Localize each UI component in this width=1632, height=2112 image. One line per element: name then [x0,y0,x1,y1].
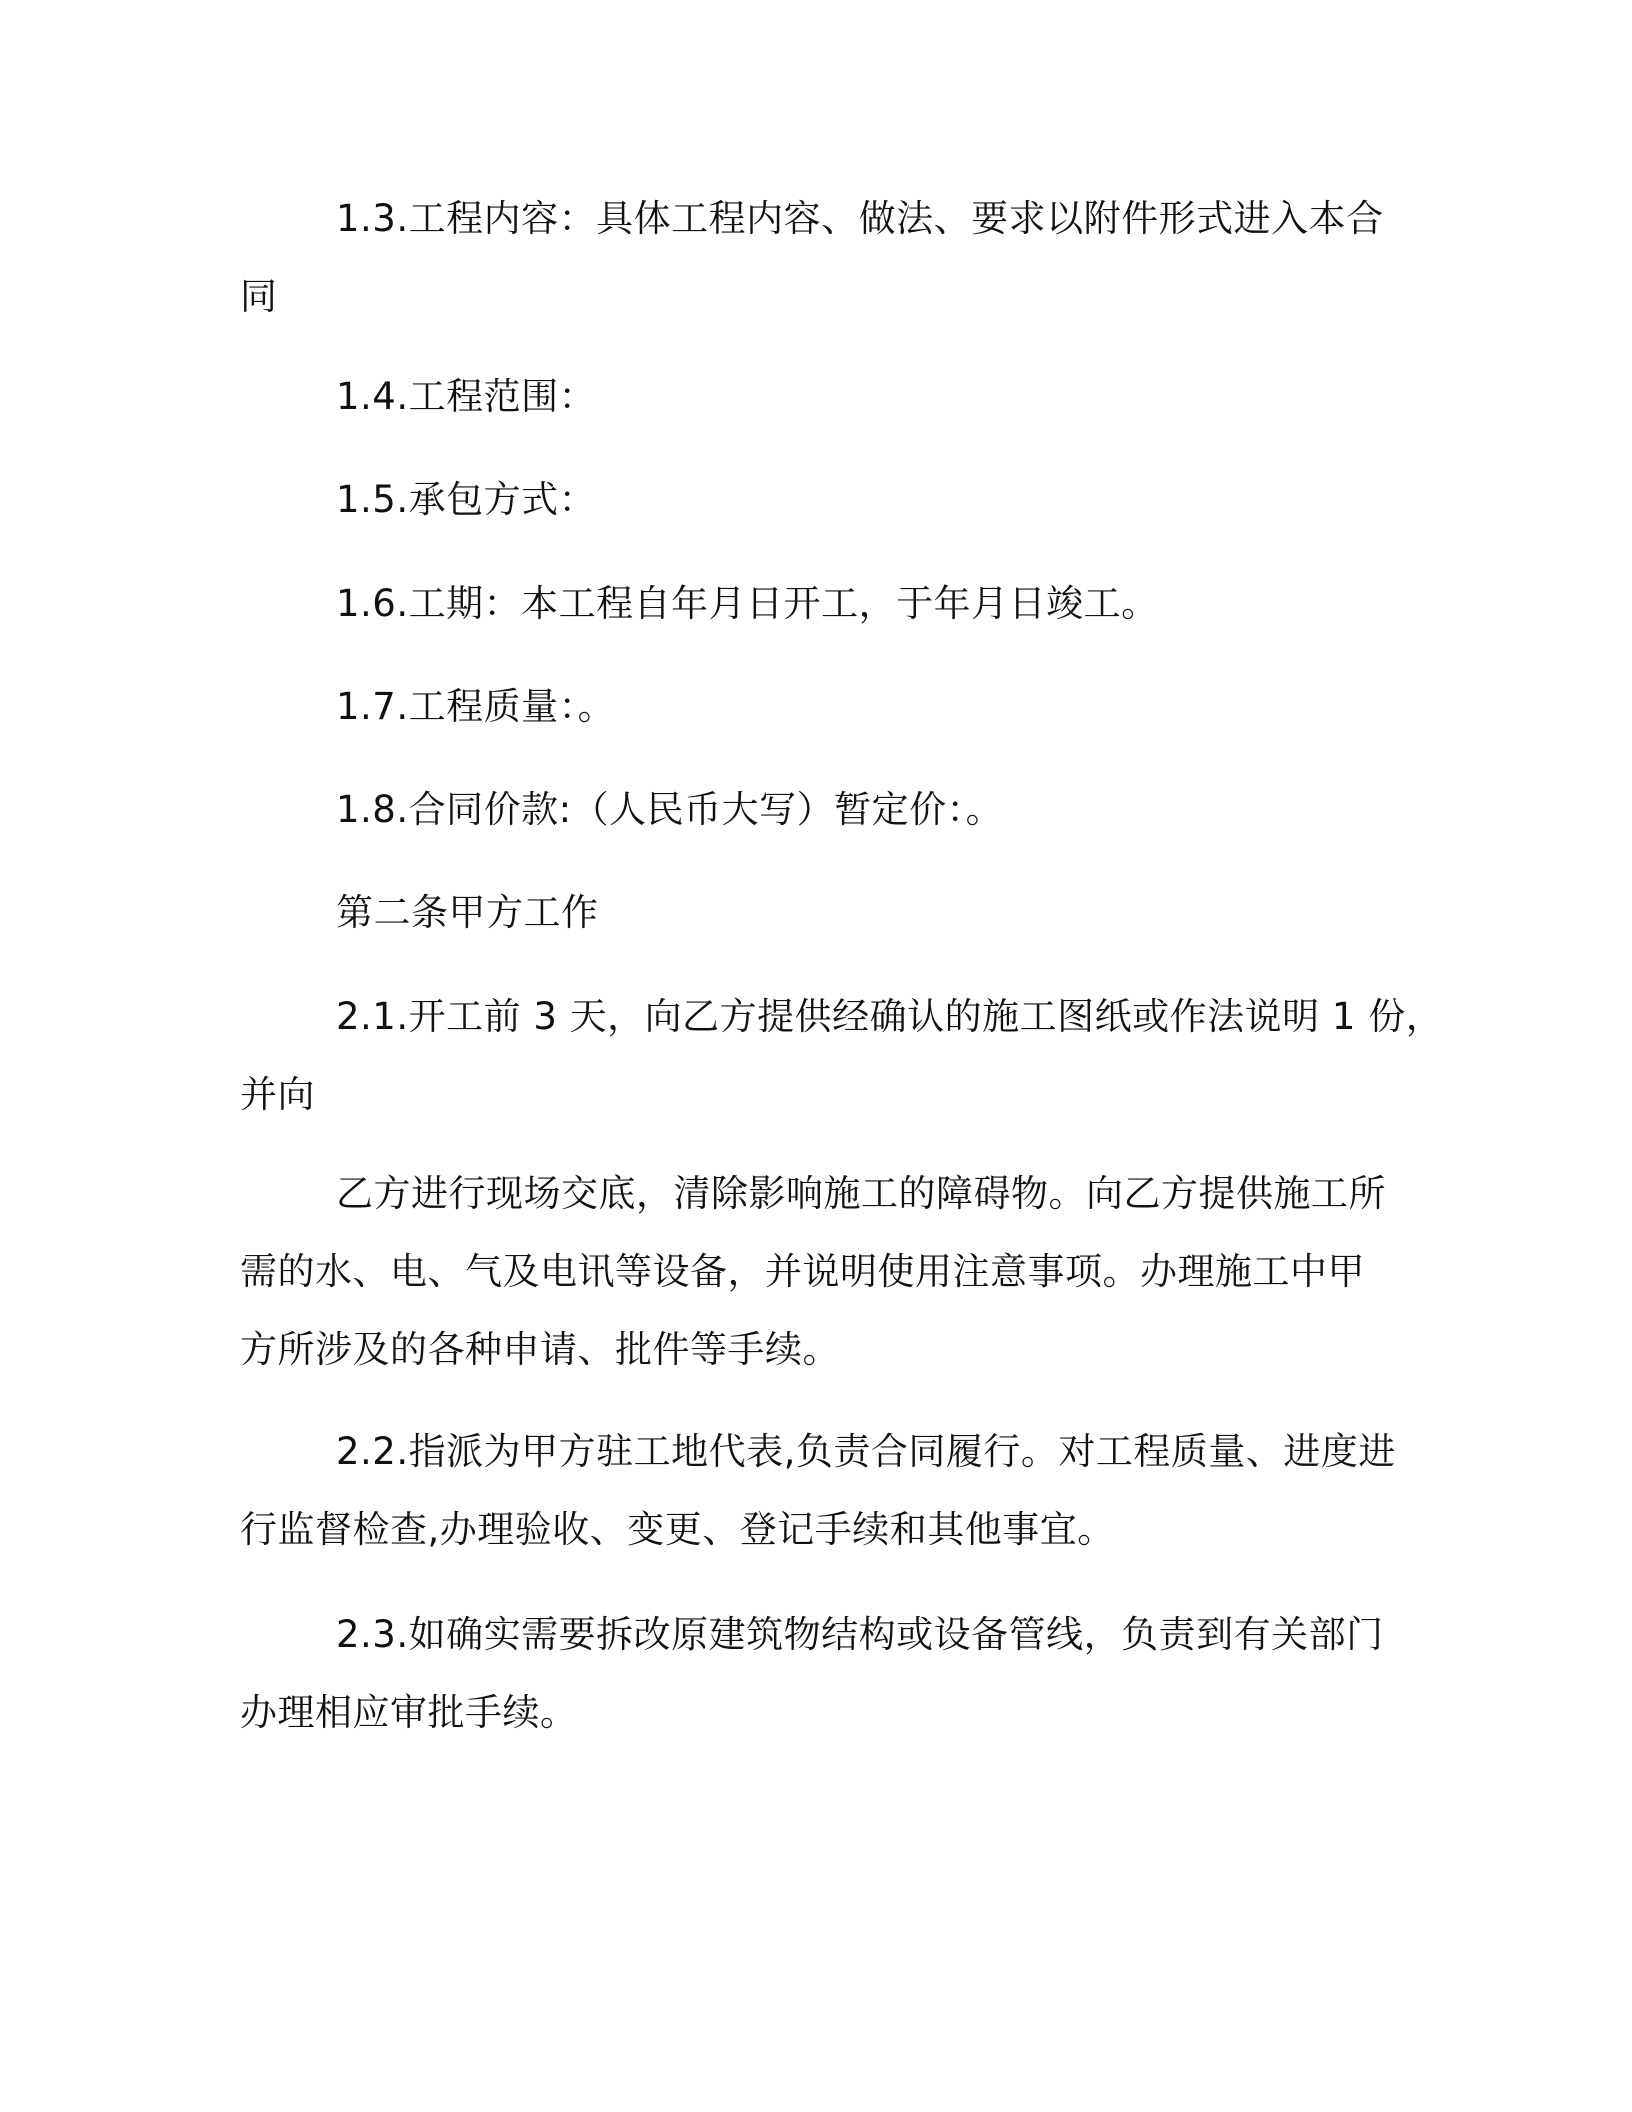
paragraph-2-3 [240,1596,1400,1752]
paragraph-line: 2.3.如确实需要拆改原建筑物结构或设备管线，负责到有关部门 [336,1613,1384,1656]
paragraph-1-4 [240,358,1400,436]
paragraph-2-2 [240,1413,1400,1569]
paragraph-1-5 [240,461,1400,539]
paragraph-2-1-continued [240,1155,1400,1389]
paragraph-line: 1.4.工程范围： [336,375,597,418]
paragraph-1-3 [240,180,1400,336]
paragraph-line: 2.1.开工前 3 天，向乙方提供经确认的施工图纸或作法说明 1 份， [336,995,1444,1038]
paragraph-2-1 [240,978,1444,1134]
paragraph-line: 办理相应审批手续。 [240,1691,578,1734]
paragraph-1-6 [240,565,1400,643]
paragraph-line: 方所涉及的各种申请、批件等手续。 [240,1328,840,1371]
paragraph-1-7 [240,668,1400,746]
paragraph-line: 2.2.指派为甲方驻工地代表,负责合同履行。对工程质量、进度进 [336,1430,1396,1473]
paragraph-line: 1.3.工程内容：具体工程内容、做法、要求以附件形式进入本合 [336,197,1384,240]
paragraph-line: 第二条甲方工作 [336,891,599,934]
paragraph-1-8 [240,771,1400,849]
paragraph-line: 1.7.工程质量：。 [336,685,616,728]
paragraph-line: 1.6.工期：本工程自年月日开工，于年月日竣工。 [336,582,1159,625]
paragraph-line: 乙方进行现场交底，清除影响施工的障碍物。向乙方提供施工所 [336,1172,1386,1215]
paragraph-line: 行监督检查,办理验收、变更、登记手续和其他事宜。 [240,1508,1115,1551]
paragraph-line: 同 [240,275,278,318]
paragraph-line: 需的水、电、气及电讯等设备，并说明使用注意事项。办理施工中甲 [240,1250,1365,1293]
paragraph-line: 1.5.承包方式： [336,478,597,521]
article-heading-2 [240,874,1400,952]
paragraph-line: 并向 [240,1073,315,1116]
paragraph-line: 1.8.合同价款:（人民币大写）暂定价：。 [336,788,1004,831]
